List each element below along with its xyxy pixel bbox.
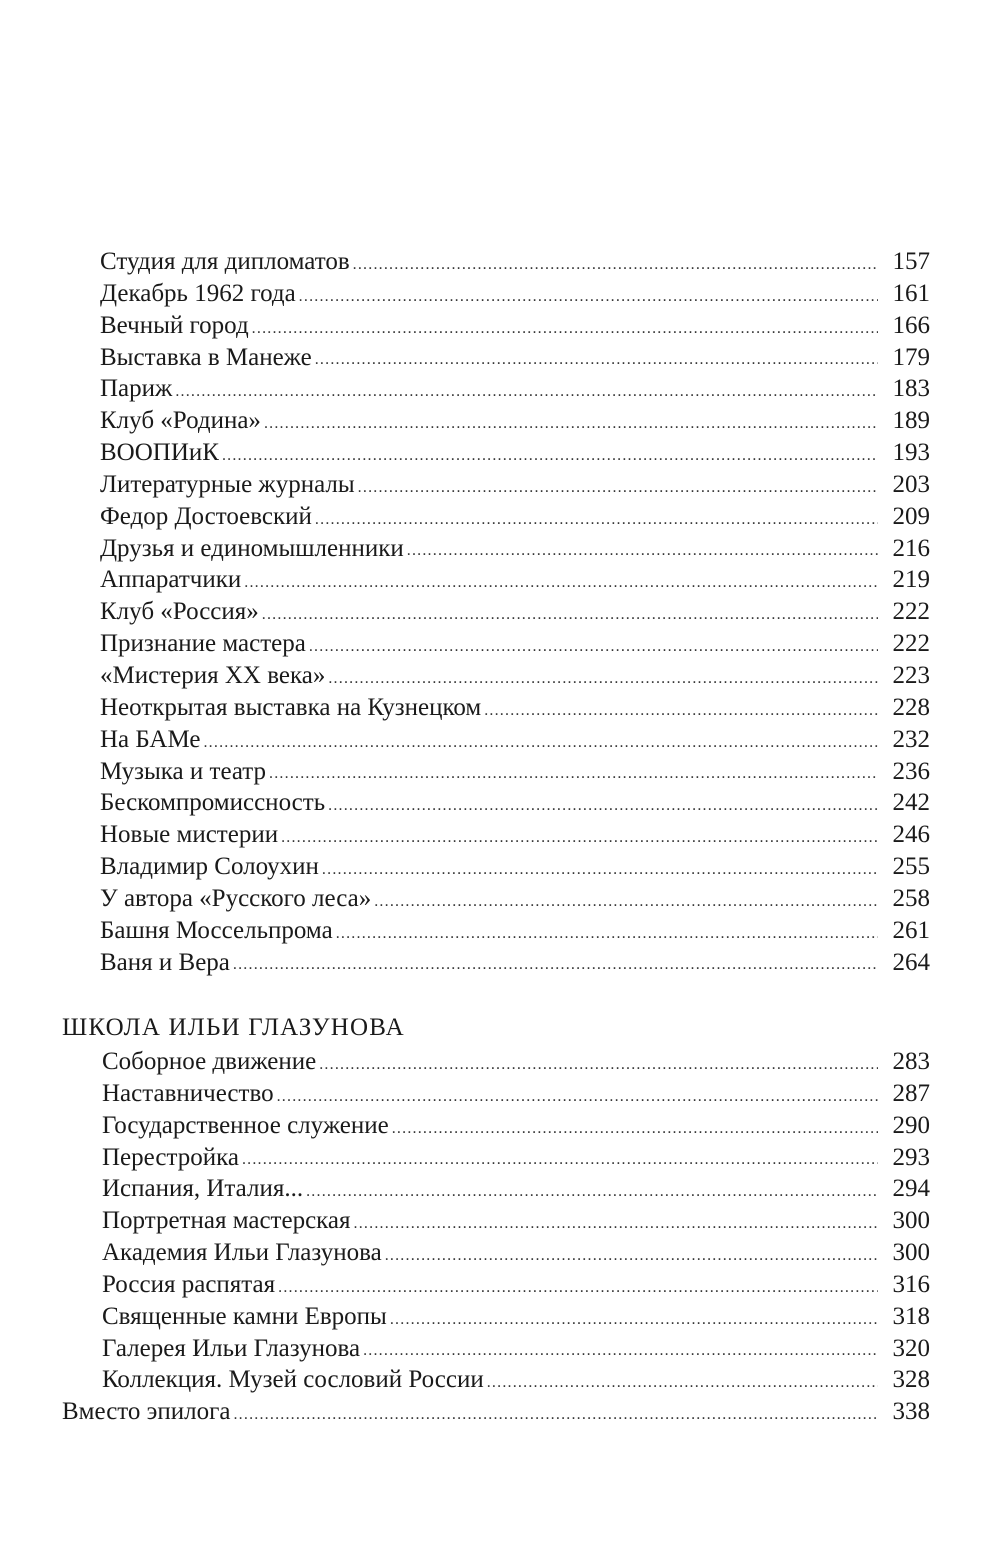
- toc-entry: [100, 437, 930, 469]
- toc-entry-page: 338: [892, 1398, 930, 1426]
- toc-entry-title: Перестройка: [102, 1142, 242, 1174]
- toc-entry-page: 222: [892, 598, 930, 626]
- section-heading: ШКОЛА ИЛЬИ ГЛАЗУНОВА: [62, 1014, 405, 1041]
- dot-leader: [315, 342, 878, 374]
- toc-entry-title: Клуб «Родина»: [100, 405, 264, 437]
- toc-entry: [100, 246, 930, 278]
- toc-entry: [100, 660, 930, 692]
- toc-entry-title: Декабрь 1962 года: [100, 278, 299, 310]
- toc-entry: [100, 819, 930, 851]
- toc-entry: [102, 1237, 930, 1269]
- dot-leader: [281, 819, 878, 851]
- dot-leader: [336, 915, 878, 947]
- toc-entry: [100, 405, 930, 437]
- toc-entry-title: «Мистерия XX века»: [100, 660, 328, 692]
- toc-entry-title: Музыка и театр: [100, 756, 269, 788]
- toc-entry-page: 318: [892, 1302, 930, 1330]
- toc-entry: [102, 1364, 930, 1396]
- toc-entry: [100, 533, 930, 565]
- toc-entry: [102, 1078, 930, 1110]
- toc-entry-title: Студия для дипломатов: [100, 246, 353, 278]
- toc-entry: [102, 1110, 930, 1142]
- dot-leader: [277, 1078, 878, 1110]
- toc-entry-title: Новые мистерии: [100, 819, 281, 851]
- toc-entry-page: 216: [892, 534, 930, 562]
- toc-entry-title: Признание мастера: [100, 628, 309, 660]
- toc-entry-title: Коллекция. Музей сословий России: [102, 1364, 487, 1396]
- toc-entry: [100, 501, 930, 533]
- toc-entry-page: 236: [892, 757, 930, 785]
- toc-entry-title: Ваня и Вера: [100, 947, 233, 979]
- toc-entry-title: Выставка в Манеже: [100, 342, 315, 374]
- toc-entry-title: Друзья и единомышленники: [100, 533, 407, 565]
- toc-entry-title: Государственное служение: [102, 1110, 392, 1142]
- dot-leader: [233, 1396, 878, 1428]
- dot-leader: [252, 310, 878, 342]
- toc-entry-page: 246: [892, 821, 930, 849]
- toc-entry: [100, 851, 930, 883]
- toc-entry-page: 294: [892, 1175, 930, 1203]
- toc-entry-title: Владимир Солоухин: [100, 851, 322, 883]
- dot-leader: [484, 692, 878, 724]
- toc-entry: [100, 373, 930, 405]
- dot-leader: [306, 1173, 878, 1205]
- toc-entry: [100, 564, 930, 596]
- dot-leader: [242, 1142, 878, 1174]
- dot-leader: [358, 469, 878, 501]
- dot-leader: [385, 1237, 878, 1269]
- toc-entry-page: 283: [892, 1048, 930, 1075]
- toc-entry: [100, 787, 930, 819]
- dot-leader: [203, 724, 878, 756]
- toc-entry-title: ВООПИиК: [100, 437, 222, 469]
- toc-entry-page: 300: [892, 1239, 930, 1267]
- toc-entry-page: 232: [892, 725, 930, 753]
- toc-entry-page: 320: [892, 1334, 930, 1362]
- toc-entry: [100, 915, 930, 947]
- toc-entry-page: 183: [892, 375, 930, 403]
- toc-entry-page: 300: [892, 1207, 930, 1235]
- toc-entry-title: Россия распятая: [102, 1269, 278, 1301]
- dot-leader: [315, 501, 878, 533]
- toc-entry-page: 166: [892, 311, 930, 339]
- toc-entry-page: 203: [892, 470, 930, 498]
- dot-leader: [322, 851, 878, 883]
- toc-entry-page: 161: [892, 279, 930, 307]
- toc-section-two: [0, 1010, 1000, 1428]
- toc-entry-title: Священные камни Европы: [102, 1301, 390, 1333]
- toc-entry-title: Аппаратчики: [100, 564, 244, 596]
- toc-entry-page: 328: [892, 1366, 930, 1394]
- toc-entry-title: Портретная мастерская: [102, 1205, 354, 1237]
- toc-entry-page: 179: [892, 343, 930, 371]
- toc-entry: [100, 469, 930, 501]
- dot-leader: [244, 564, 878, 596]
- dot-leader: [175, 373, 878, 405]
- dot-leader: [309, 628, 878, 660]
- toc-entry: [102, 1205, 930, 1237]
- toc-entry: [102, 1142, 930, 1174]
- toc-entry-title: Башня Моссельпрома: [100, 915, 336, 947]
- toc-entry-title: Испания, Италия...: [102, 1173, 306, 1205]
- toc-entry-page: 228: [892, 693, 930, 721]
- toc-entry-page: 293: [892, 1143, 930, 1171]
- dot-leader: [353, 246, 878, 278]
- dot-leader: [262, 596, 878, 628]
- toc-entry-title: Париж: [100, 373, 175, 405]
- toc-entry-page: 242: [892, 789, 930, 817]
- toc-entry-title: На БАМе: [100, 724, 203, 756]
- toc-entry-page: 255: [892, 853, 930, 881]
- toc-entry: [100, 342, 930, 374]
- toc-entry: [100, 756, 930, 788]
- dot-leader: [374, 883, 878, 915]
- toc-entry: [102, 1301, 930, 1333]
- dot-leader: [392, 1110, 878, 1142]
- toc-entry-page: 316: [892, 1270, 930, 1298]
- toc-entry-page: 223: [892, 661, 930, 689]
- toc-entry-epilogue: [62, 1396, 930, 1428]
- toc-entry-title: У автора «Русского леса»: [100, 883, 374, 915]
- toc-entry-title: Академия Ильи Глазунова: [102, 1237, 385, 1269]
- dot-leader: [222, 437, 878, 469]
- toc-section-one: [0, 246, 1000, 978]
- toc-entry-page: 290: [892, 1111, 930, 1139]
- dot-leader: [269, 756, 878, 788]
- toc-entry: [102, 1046, 930, 1078]
- dot-leader: [354, 1205, 878, 1237]
- dot-leader: [363, 1333, 878, 1365]
- dot-leader: [328, 787, 878, 819]
- toc-entry-title: Литературные журналы: [100, 469, 358, 501]
- dot-leader: [233, 947, 878, 979]
- toc-entry-title: Неоткрытая выставка на Кузнецком: [100, 692, 484, 724]
- toc-entry-page: 264: [892, 948, 930, 976]
- toc-entry: [100, 883, 930, 915]
- dot-leader: [407, 533, 878, 565]
- toc-entry-page: 222: [892, 630, 930, 658]
- dot-leader: [487, 1364, 878, 1396]
- toc-entry: [100, 947, 930, 979]
- toc-entry: [102, 1173, 930, 1205]
- toc-entry-title: Клуб «Россия»: [100, 596, 262, 628]
- toc-entry-page: 261: [892, 916, 930, 944]
- toc-entry-page: 258: [892, 884, 930, 912]
- toc-entry: [102, 1269, 930, 1301]
- toc-entry: [100, 692, 930, 724]
- toc-entry-title: Наставничество: [102, 1078, 277, 1110]
- toc-entry: [100, 596, 930, 628]
- dot-leader: [390, 1301, 878, 1333]
- toc-entry-page: 157: [892, 248, 930, 275]
- toc-entry-page: 193: [892, 439, 930, 467]
- toc-entry-page: 189: [892, 407, 930, 435]
- toc-entry-page: 209: [892, 502, 930, 530]
- toc-entry-title: Федор Достоевский: [100, 501, 315, 533]
- toc-entry-title: Галерея Ильи Глазунова: [102, 1333, 363, 1365]
- toc-entry-title: Бескомпромиссность: [100, 787, 328, 819]
- toc-entry-title: Вместо эпилога: [62, 1396, 233, 1428]
- toc-entry-title: Вечный город: [100, 310, 252, 342]
- dot-leader: [319, 1046, 878, 1078]
- dot-leader: [264, 405, 878, 437]
- toc-entry: [102, 1333, 930, 1365]
- toc-entry-title: Соборное движение: [102, 1046, 319, 1078]
- toc-entry: [100, 724, 930, 756]
- dot-leader: [328, 660, 878, 692]
- toc-entry: [100, 278, 930, 310]
- dot-leader: [299, 278, 878, 310]
- dot-leader: [278, 1269, 878, 1301]
- toc-entry-page: 287: [892, 1079, 930, 1107]
- toc-entry: [100, 310, 930, 342]
- toc-entry: [100, 628, 930, 660]
- toc-entry-page: 219: [892, 566, 930, 594]
